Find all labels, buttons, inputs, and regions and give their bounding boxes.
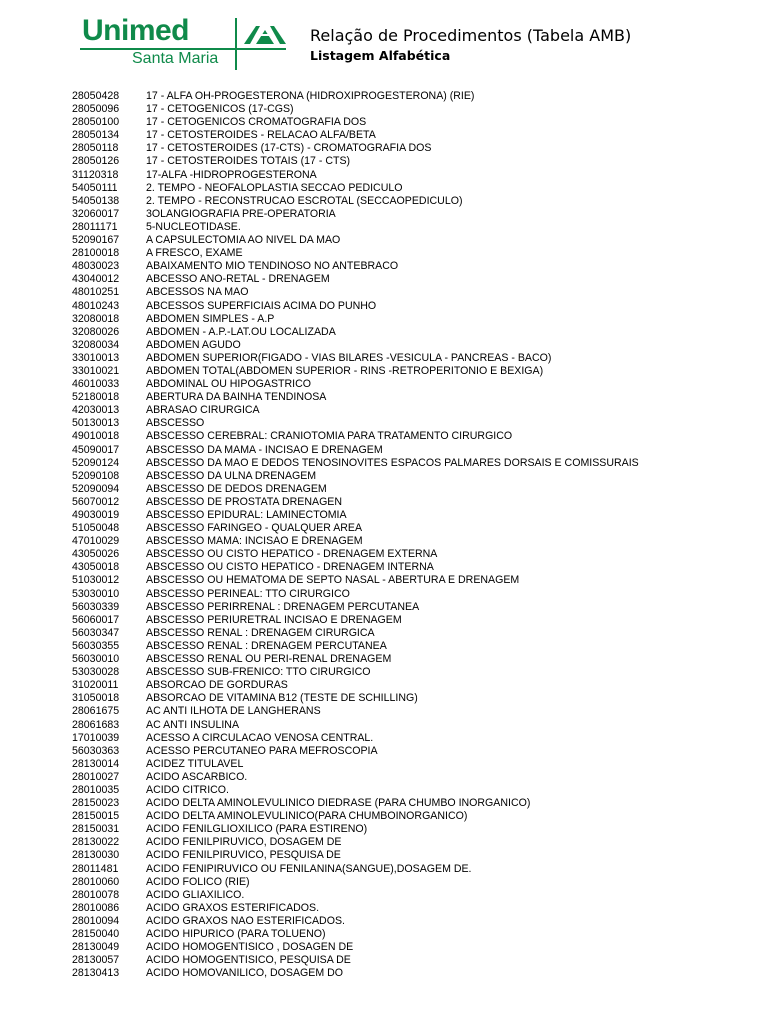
procedure-code: 42030013 [72,404,120,417]
list-item [72,470,762,483]
procedure-description: ACIDO FOLICO (RIE) [146,875,250,888]
procedure-code: 51030012 [72,574,120,587]
procedure-description: ABSCESSO OU HEMATOMA DE SEPTO NASAL - ABERTURA E DRENAGEM [146,574,520,587]
procedure-code: 28050100 [72,116,120,129]
unimed-logo [80,14,290,70]
procedure-description: ABSCESSO DE DEDOS DRENAGEM [146,482,327,495]
procedure-description: AC ANTI ILHOTA DE LANGHERANS [146,705,321,718]
procedure-description: ABSCESSO RENAL : DRENAGEM CIRURGICA [146,626,375,639]
procedure-description: ABSORCAO DE VITAMINA B12 (TESTE DE SCHILLING) [146,692,418,705]
procedure-description: ABSCESSO PERIURETRAL INCISAO E DRENAGEM [146,613,402,626]
list-item [72,810,762,823]
procedure-description: ACIDO GRAXOS NAO ESTERIFICADOS. [146,914,345,927]
procedure-code: 45090017 [72,443,120,456]
procedure-description: 17 - ALFA OH-PROGESTERONA (HIDROXIPROGESTERONA) (RIE) [146,90,475,102]
list-item [72,300,762,313]
procedure-description: 17 - CETOGENICOS (17-CGS) [146,103,294,116]
list-item [72,417,762,430]
procedure-code: 28150015 [72,810,120,823]
procedure-code: 50130013 [72,417,120,430]
list-item [72,116,762,129]
procedure-description: 5-NUCLEOTIDASE. [146,220,241,233]
procedure-description: ABDOMEN SIMPLES - A.P [146,312,275,325]
procedure-description: ACIDO FENIPIRUVICO OU FENILANINA(SANGUE),DOSAGEM DE. [146,862,472,875]
procedure-code: 47010029 [72,535,120,548]
procedure-code: 52090167 [72,234,120,247]
procedure-description: ABSCESSO DA MAMA - INCISAO E DRENAGEM [146,443,383,456]
list-item [72,522,762,535]
list-item [72,509,762,522]
procedure-description: ABSCESSO FARINGEO - QUALQUER AREA [146,522,363,535]
procedure-code: 52090094 [72,482,120,495]
list-item [72,601,762,614]
procedure-description: ABSCESSO OU CISTO HEPATICO - DRENAGEM INTERNA [146,561,434,574]
procedure-description: ABCESSOS NA MAO [146,286,249,299]
list-item [72,784,762,797]
list-item [72,797,762,810]
logo-city: Santa Maria [132,50,219,67]
procedure-description: ABSCESSO DA MAO E DEDOS TENOSINOVITES ESPACOS PALMARES DORSAIS E COMISSURAIS [146,456,639,469]
list-item [72,902,762,915]
procedure-description: ABSCESSO CEREBRAL: CRANIOTOMIA PARA TRATAMENTO CIRURGICO [146,430,513,443]
procedure-description: ABSCESSO PERIRRENAL : DRENAGEM PERCUTANEA [146,600,420,613]
procedure-description: ABDOMEN AGUDO [146,338,241,351]
procedure-code: 53030010 [72,587,120,600]
procedure-code: 52180018 [72,391,120,404]
list-item [72,863,762,876]
procedure-code: 51050048 [72,522,120,535]
procedure-code: 31120318 [72,168,119,181]
procedure-description: ABSCESSO DA ULNA DRENAGEM [146,469,317,482]
procedure-description: ACIDO DELTA AMINOLEVULINICO DIEDRASE (PARA CHUMBO INORGANICO) [146,797,531,810]
procedure-code: 28130022 [72,836,120,849]
list-item [72,155,762,168]
list-item [72,221,762,234]
procedure-code: 28130049 [72,941,120,954]
list-item [72,574,762,587]
procedure-code: 56030347 [72,626,120,639]
procedure-code: 28050118 [72,142,119,155]
list-item [72,758,762,771]
procedure-description: ACIDO FENILPIRUVICO, DOSAGEM DE [146,836,342,849]
procedure-description: 3OLANGIOGRAFIA PRE-OPERATORIA [146,207,336,220]
list-item [72,234,762,247]
procedure-code: 28130014 [72,757,120,770]
list-item [72,195,762,208]
procedure-description: ABSCESSO PERINEAL: TTO CIRURGICO [146,587,350,600]
procedure-code: 32080034 [72,338,120,351]
procedure-code: 32060017 [72,207,120,220]
procedure-description: ABDOMEN TOTAL(ABDOMEN SUPERIOR - RINS -RETROPERITONIO E BEXIGA) [146,364,544,377]
procedure-description: AC ANTI INSULINA [146,718,240,731]
procedure-description: ACIDO GLIAXILICO. [146,888,245,901]
procedure-code: 28011481 [72,862,119,875]
list-item [72,247,762,260]
procedure-code: 17010039 [72,731,120,744]
procedure-description: ABSCESSO OU CISTO HEPATICO - DRENAGEM EXTERNA [146,548,438,561]
procedure-code: 56030339 [72,600,120,613]
procedure-description: 17 - CETOSTEROIDES TOTAIS (17 - CTS) [146,155,351,168]
procedure-description: ACIDO GRAXOS ESTERIFICADOS. [146,901,320,914]
logo-vertical-divider [235,18,237,70]
list-item [72,679,762,692]
procedure-code: 48010243 [72,299,120,312]
list-item [72,352,762,365]
procedure-code: 28010078 [72,888,120,901]
procedure-code: 28050126 [72,155,120,168]
procedure-code: 43050018 [72,561,120,574]
procedure-description: ACIDO HIPURICO (PARA TOLUENO) [146,928,326,940]
list-item [72,889,762,902]
procedure-description: 2. TEMPO - RECONSTRUCAO ESCROTAL (SECCAOPEDICULO) [146,194,463,207]
procedure-code: 28130030 [72,849,120,862]
list-item [72,286,762,299]
procedure-code: 31050018 [72,692,120,705]
logo-brand: Unimed [82,14,190,47]
list-item [72,640,762,653]
list-item [72,496,762,509]
list-item [72,273,762,286]
procedure-code: 52090124 [72,456,120,469]
procedure-code: 48010251 [72,286,120,299]
procedure-code: 33010021 [72,364,120,377]
list-item [72,430,762,443]
procedure-description: ABDOMEN - A.P.-LAT.OU LOCALIZADA [146,325,336,338]
procedure-code: 28061675 [72,705,120,718]
list-item [72,339,762,352]
procedure-code: 28010027 [72,770,120,783]
list-item [72,483,762,496]
procedure-description: ACIDEZ TITULAVEL [146,757,244,770]
list-item [72,823,762,836]
procedure-description: ABAIXAMENTO MIO TENDINOSO NO ANTEBRACO [146,260,399,273]
list-item [72,876,762,889]
procedure-description: ACIDO CITRICO. [146,783,229,796]
list-item [72,535,762,548]
procedure-description: ACESSO A CIRCULACAO VENOSA CENTRAL. [146,731,374,744]
procedure-code: 56070012 [72,495,120,508]
procedure-description: 17 - CETOSTEROIDES (17-CTS) - CROMATOGRAFIA DOS [146,142,432,155]
procedure-description: 2. TEMPO - NEOFALOPLASTIA SECCAO PEDICULO [146,181,403,194]
procedure-description: A FRESCO, EXAME [146,247,243,260]
page-header [0,0,768,80]
list-item [72,548,762,561]
list-item [72,260,762,273]
list-item [72,404,762,417]
list-item [72,771,762,784]
procedure-description: ACIDO HOMOVANILICO, DOSAGEM DO [146,967,343,980]
list-item [72,444,762,457]
list-item [72,313,762,326]
procedure-description: ABRASAO CIRURGICA [146,404,260,417]
procedure-code: 28150031 [72,823,120,836]
procedure-code: 28050096 [72,103,120,116]
list-item [72,915,762,928]
list-item [72,365,762,378]
procedure-code: 56030010 [72,653,120,666]
page-subtitle: Listagem Alfabética [310,48,451,63]
list-item [72,928,762,941]
procedure-description: 17 - CETOSTEROIDES - RELACAO ALFA/BETA [146,129,376,142]
procedure-description: ABSCESSO EPIDURAL: LAMINECTOMIA [146,509,347,521]
list-item [72,627,762,640]
procedure-code: 28130057 [72,954,120,967]
procedure-description: ABSCESSO RENAL OU PERI-RENAL DRENAGEM [146,653,392,666]
list-item [72,666,762,679]
procedure-description: A CAPSULECTOMIA AO NIVEL DA MAO [146,234,341,247]
procedure-code: 49010018 [72,430,120,443]
list-item [72,326,762,339]
list-item [72,182,762,195]
list-item [72,614,762,627]
list-item [72,457,762,470]
procedure-code: 56030355 [72,639,120,652]
procedure-description: ABSCESSO DE PROSTATA DRENAGEN [146,495,343,508]
procedure-code: 28010035 [72,783,120,796]
procedure-description: ABDOMINAL OU HIPOGASTRICO [146,378,312,391]
procedure-code: 32080018 [72,312,120,325]
procedure-list [72,90,762,980]
procedure-code: 46010033 [72,378,120,391]
procedure-description: ABSCESSO [146,417,205,430]
list-item [72,90,762,103]
procedure-code: 43050026 [72,548,120,561]
list-item [72,653,762,666]
procedure-code: 54050138 [72,194,120,207]
list-item [72,705,762,718]
procedure-code: 54050111 [72,181,118,194]
procedure-code: 56030363 [72,744,120,757]
procedure-code: 28061683 [72,718,120,731]
procedure-description: ABSCESSO RENAL : DRENAGEM PERCUTANEA [146,639,387,652]
procedure-code: 28150040 [72,928,120,940]
list-item [72,129,762,142]
procedure-code: 28010086 [72,901,120,914]
procedure-code: 32080026 [72,325,120,338]
procedure-code: 28050428 [72,90,120,102]
list-item [72,561,762,574]
procedure-description: ACIDO HOMOGENTISICO , DOSAGEN DE [146,941,354,954]
procedure-code: 28010060 [72,875,120,888]
procedure-code: 28150023 [72,797,120,810]
procedure-description: ACIDO DELTA AMINOLEVULINICO(PARA CHUMBOINORGANICO) [146,810,468,823]
list-item [72,103,762,116]
procedure-description: ABERTURA DA BAINHA TENDINOSA [146,391,327,404]
list-item [72,391,762,404]
procedure-code: 53030028 [72,666,120,679]
list-item [72,378,762,391]
procedure-code: 28130413 [72,967,120,980]
procedure-code: 28100018 [72,247,120,260]
list-item [72,941,762,954]
procedure-description: ACIDO HOMOGENTISICO, PESQUISA DE [146,954,351,967]
procedure-code: 49030019 [72,509,120,521]
list-item [72,588,762,601]
list-item [72,849,762,862]
list-item [72,169,762,182]
procedure-description: ACIDO FENILPIRUVICO, PESQUISA DE [146,849,341,862]
procedure-description: ABCESSOS SUPERFICIAIS ACIMA DO PUNHO [146,299,377,312]
procedure-code: 28011171 [72,220,118,233]
procedure-description: ABDOMEN SUPERIOR(FIGADO - VIAS BILARES -VESICULA - PANCREAS - BACO) [146,351,552,364]
procedure-code: 48030023 [72,260,120,273]
page-title: Relação de Procedimentos (Tabela AMB) [310,26,632,45]
list-item [72,142,762,155]
list-item [72,954,762,967]
procedure-code: 31020011 [72,679,119,692]
list-item [72,745,762,758]
procedure-description: ABSORCAO DE GORDURAS [146,679,288,692]
list-item [72,967,762,980]
procedure-code: 52090108 [72,469,120,482]
list-item [72,719,762,732]
procedure-description: ACIDO ASCARBICO. [146,770,248,783]
list-item [72,732,762,745]
unimed-tree-icon [242,22,288,46]
procedure-description: ABCESSO ANO-RETAL - DRENAGEM [146,273,330,286]
procedure-code: 28050134 [72,129,120,142]
list-item [72,836,762,849]
procedure-description: 17-ALFA -HIDROPROGESTERONA [146,168,317,181]
procedure-code: 33010013 [72,351,120,364]
list-item [72,208,762,221]
procedure-code: 28010094 [72,914,120,927]
procedure-description: 17 - CETOGENICOS CROMATOGRAFIA DOS [146,116,367,129]
procedure-description: ABSCESSO SUB-FRENICO: TTO CIRURGICO [146,666,371,679]
procedure-code: 43040012 [72,273,120,286]
procedure-code: 56060017 [72,613,120,626]
procedure-description: ABSCESSO MAMA: INCISAO E DRENAGEM [146,535,363,548]
list-item [72,692,762,705]
procedure-description: ACIDO FENILGLIOXILICO (PARA ESTIRENO) [146,823,368,836]
procedure-description: ACESSO PERCUTANEO PARA MEFROSCOPIA [146,744,378,757]
